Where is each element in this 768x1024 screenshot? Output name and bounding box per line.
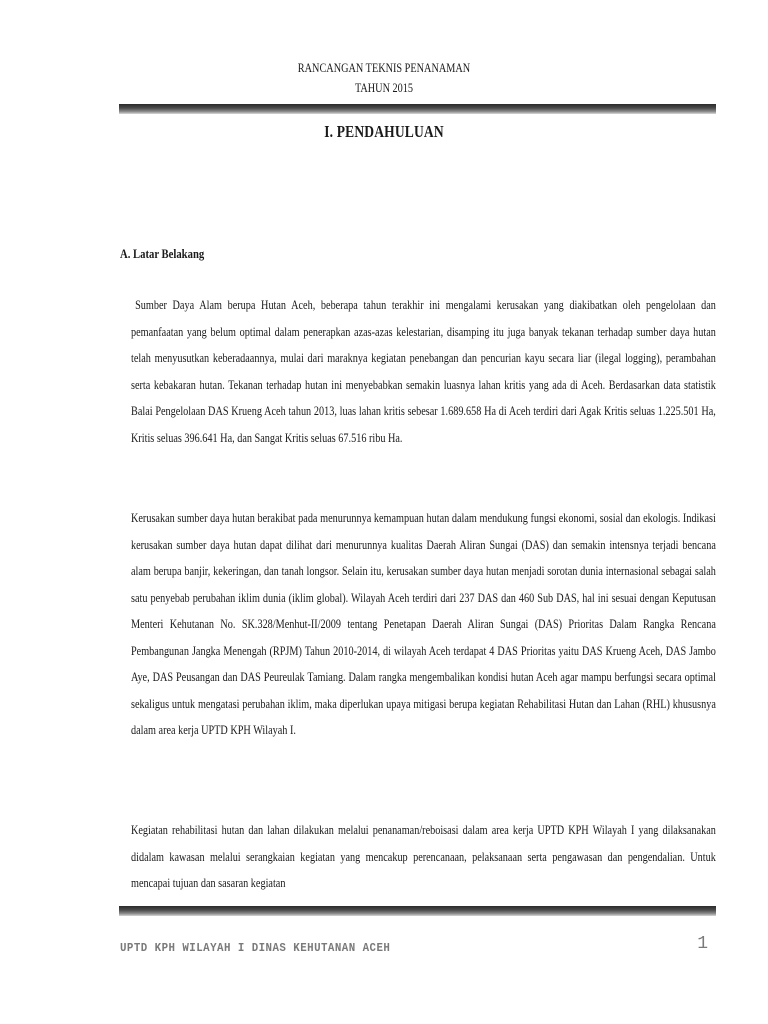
- section-title: A. Latar Belakang: [120, 246, 205, 261]
- page-number: 1: [697, 934, 708, 954]
- header-divider: [119, 104, 716, 114]
- paragraph-3: Kegiatan rehabilitasi hutan dan lahan dilakukan melalui penanaman/reboisasi dalam area kerja UPTD KPH Wilayah I yang dilaksanakan didalam kawasan melalui serangkaian kegiatan yang mencakup perencanaan, pelaksanaan serta pengawasan dan pengendalian. Untuk mencapai tujuan dan sasaran kegiatan: [131, 823, 716, 890]
- footer-divider: [119, 906, 716, 916]
- footer-organization: UPTD KPH WILAYAH I DINAS KEHUTANAN ACEH: [120, 941, 391, 955]
- header-title: RANCANGAN TEKNIS PENANAMAN: [297, 61, 471, 75]
- paragraph-2: Kerusakan sumber daya hutan berakibat pada menurunnya kemampuan hutan dalam mendukung fungsi ekonomi, sosial dan ekologis. Indikasi kerusakan sumber daya hutan dapat dilihat dari menurunnya kualitas Daerah Aliran Sungai (DAS) dan semakin intensnya terjadi bencana alam berupa banjir, kekeringan, dan tanah longsor. Selain itu, kerusakan sumber daya hutan menjadi sorotan dunia internasional sebagai salah satu penyebab perubahan iklim dunia (iklim global). Wilayah Aceh terdiri dari 237 DAS dan 460 Sub DAS, hal ini sesuai dengan Keputusan Menteri Kehutanan No. SK.328/Menhut-II/2009 tentang Penetapan Daerah Aliran Sungai (DAS) Prioritas Dalam Rangka Rencana Pembangunan Jangka Menengah (RPJM) Tahun 2010-2014, di wilayah Aceh terdapat 4 DAS Prioritas yaitu DAS Krueng Aceh, DAS Jambo Aye, DAS Peusangan dan DAS Peureulak Tamiang. Dalam rangka mengembalikan kondisi hutan Aceh agar mampu berfungsi secara optimal sekaligus untuk mengatasi perubahan iklim, maka diperlukan upaya mitigasi berupa kegiatan Rehabilitasi Hutan dan Lahan (RHL) khususnya dalam area kerja UPTD KPH Wilayah I.: [131, 511, 716, 737]
- paragraph-1: Sumber Daya Alam berupa Hutan Aceh, beberapa tahun terakhir ini mengalami kerusakan yang diakibatkan oleh pengelolaan dan pemanfaatan yang belum optimal dalam penerapkan azas-azas kelestarian, disamping itu juga banyak tekanan terhadap sumber daya hutan telah menyusutkan keberadaannya, mulai dari maraknya kegiatan penebangan dan pencurian kayu secara liar (ilegal logging), perambahan serta kebakaran hutan. Tekanan terhadap hutan ini menyebabkan semakin luasnya lahan kritis yang ada di Aceh. Berdasarkan data statistik Balai Pengelolaan DAS Krueng Aceh tahun 2013, luas lahan kritis sebesar 1.689.658 Ha di Aceh terdiri dari Agak Kritis seluas 1.225.501 Ha, Kritis seluas 396.641 Ha, dan Sangat Kritis seluas 67.516 ribu Ha.: [131, 298, 716, 445]
- chapter-title: I. PENDAHULUAN: [324, 122, 444, 141]
- header-year: TAHUN 2015: [354, 81, 414, 95]
- document-header: [69, 58, 699, 98]
